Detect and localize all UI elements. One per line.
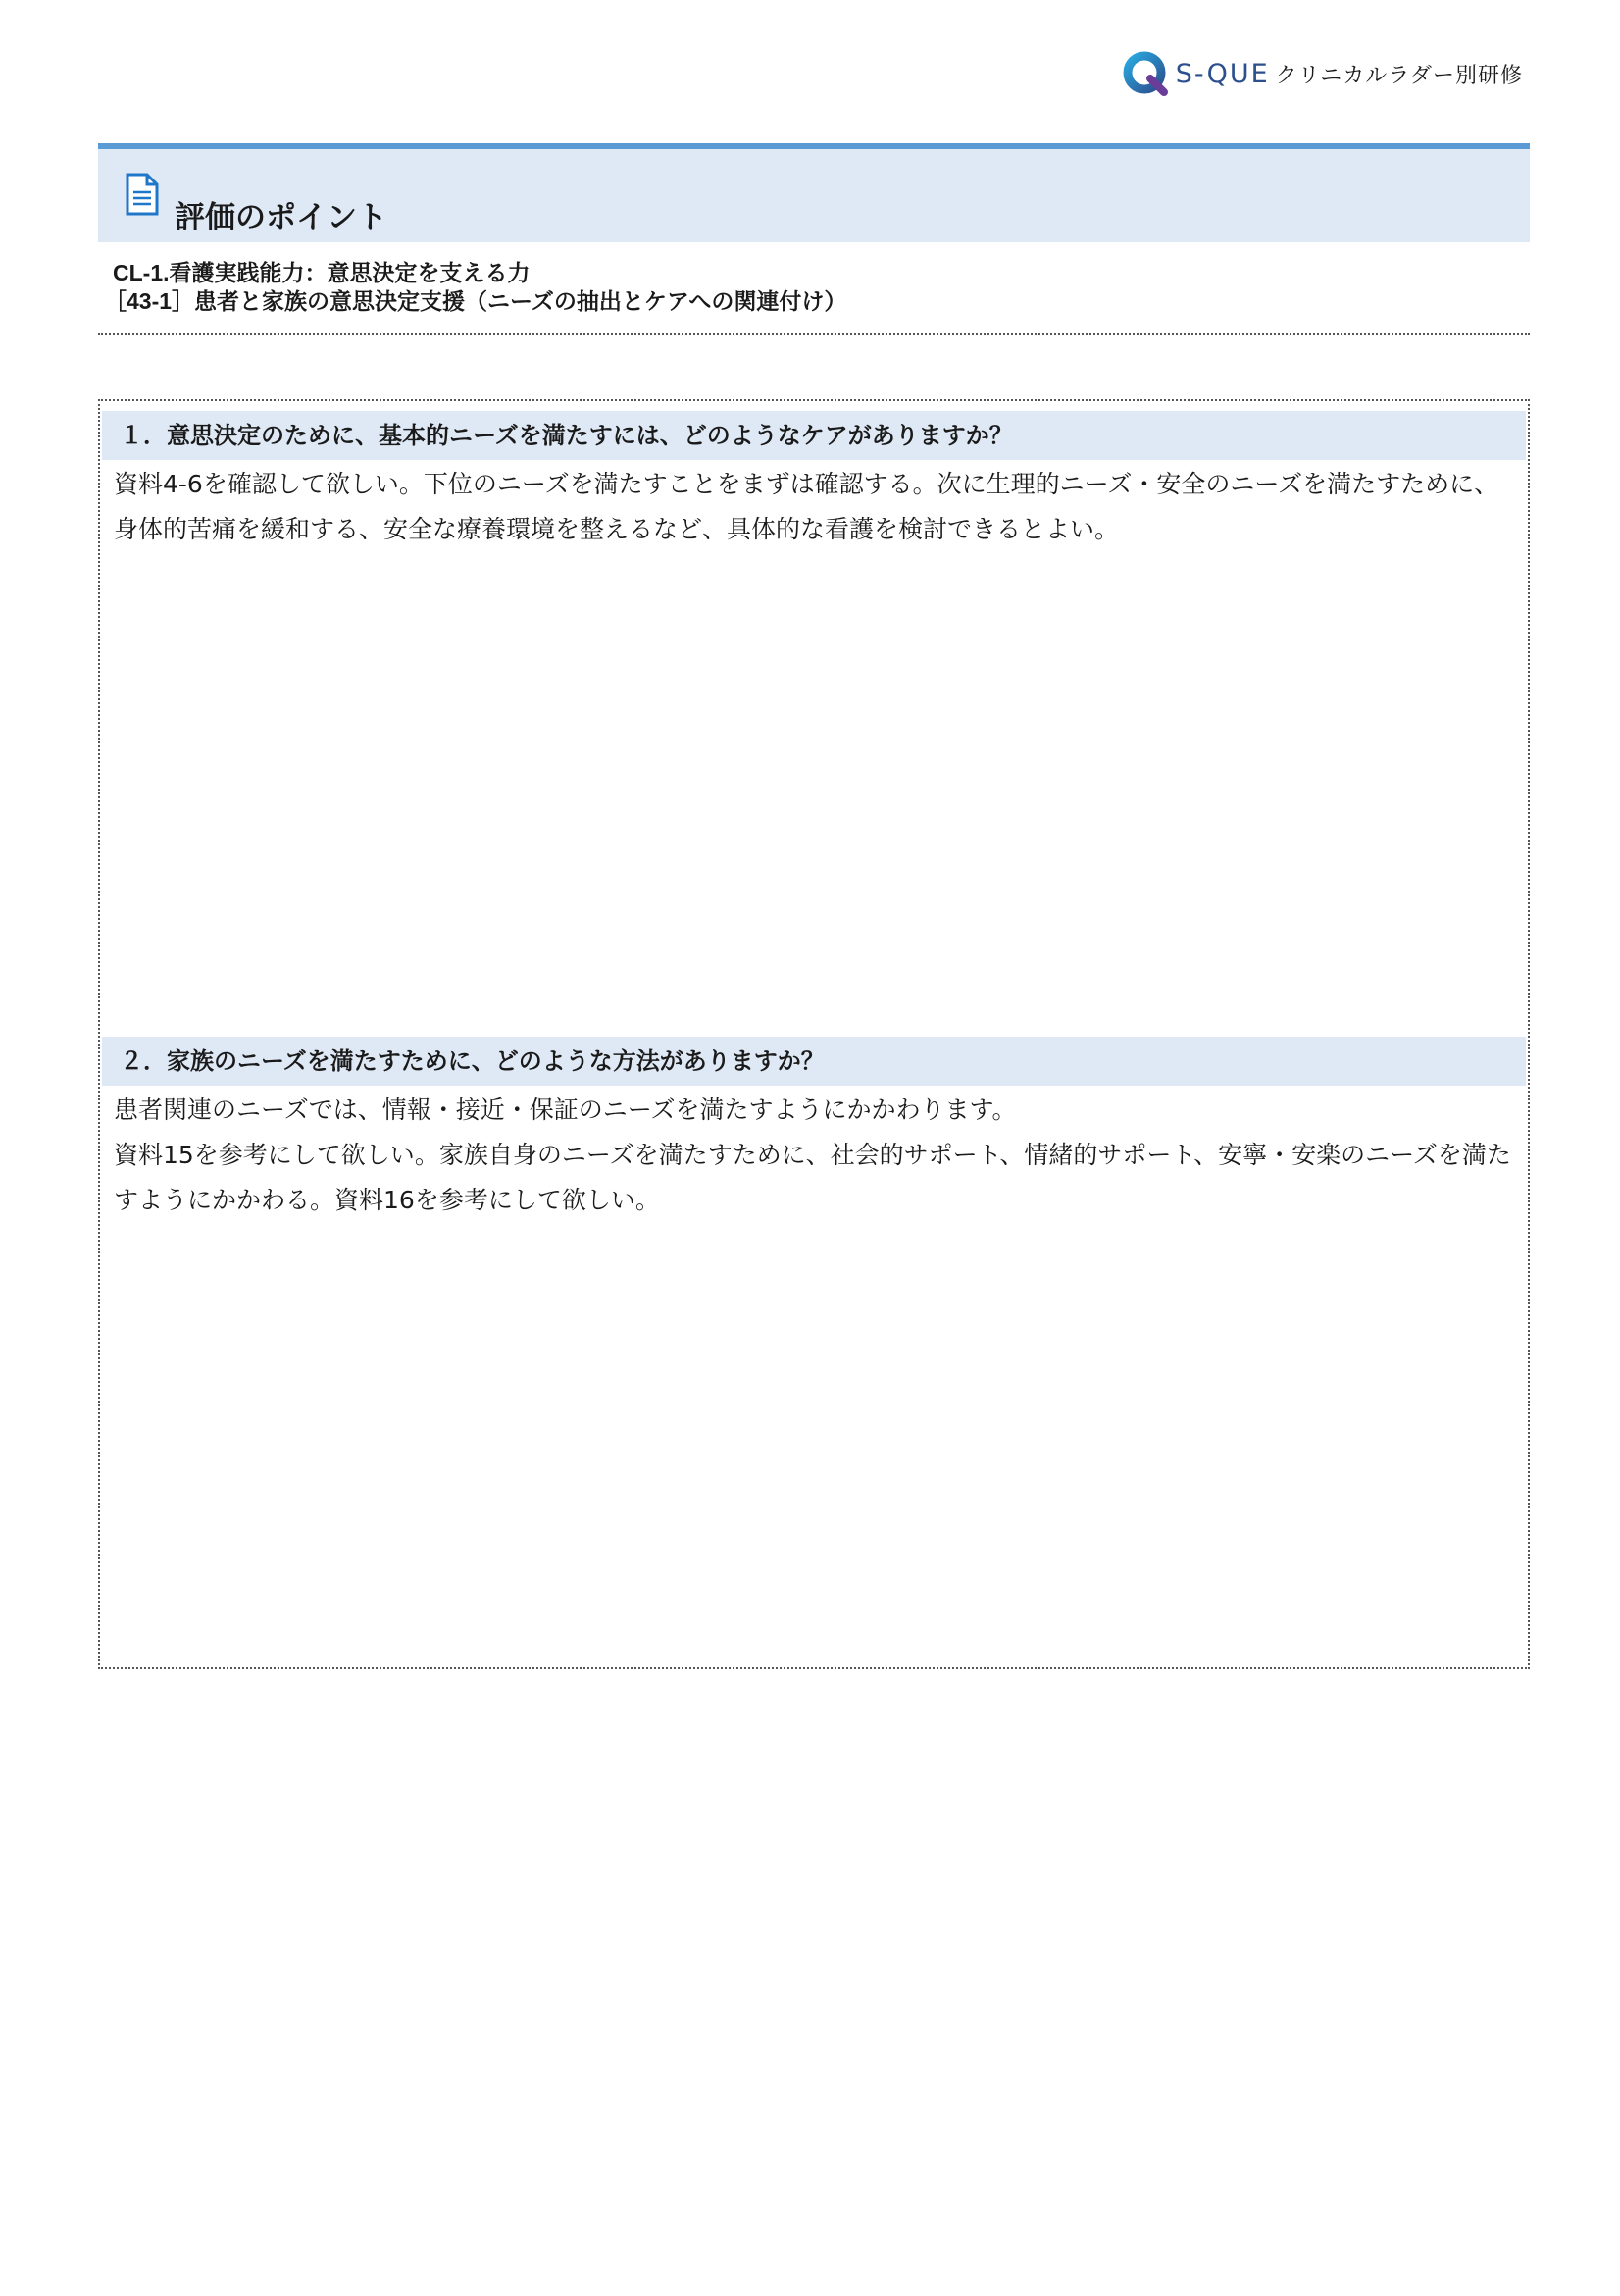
subtitle-line-2: ［43-1］患者と家族の意思決定支援（ニーズの抽出とケアへの関連付け） [104, 288, 847, 314]
answer-2 [114, 1088, 1514, 1223]
brand-q-logo-icon [1121, 49, 1170, 98]
answer-1-paragraph: 資料4-6を確認して欲しい。下位のニーズを満たすことをまずは確認する。次に生理的ニーズ・安全のニーズを満たすために、身体的苦痛を緩和する、安全な療養環境を整えるなど、具体的な看護を検討できるとよい。 [114, 470, 1499, 543]
document-icon [126, 173, 159, 216]
answer-2-paragraph: 資料15を参考にして欲しい。家族自身のニーズを満たすために、社会的サポート、情緒的サポート、安寧・安楽のニーズを満たすようにかかわる。資料16を参考にして欲しい。 [114, 1141, 1511, 1214]
question-2-header: ２．家族のニーズを満たすために、どのような方法がありますか？ [102, 1037, 1526, 1086]
question-1-header: １．意思決定のために、基本的ニーズを満たすには、どのようなケアがありますか？ [102, 411, 1526, 460]
answer-1 [114, 462, 1514, 552]
section-title: 評価のポイント [175, 200, 387, 235]
subtitle-line-1: CL-1.看護実践能力：意思決定を支える力 [113, 260, 531, 285]
answer-2-paragraph: 患者関連のニーズでは、情報・接近・保証のニーズを満たすようにかかわります。 [114, 1096, 1017, 1124]
divider [98, 333, 1530, 335]
brand-name: S-QUE [1175, 58, 1270, 89]
section-header [98, 143, 1530, 242]
brand-subtitle: クリニカルラダー別研修 [1275, 63, 1523, 88]
qa-box [98, 399, 1530, 1669]
brand-logo-area [1121, 49, 1523, 98]
